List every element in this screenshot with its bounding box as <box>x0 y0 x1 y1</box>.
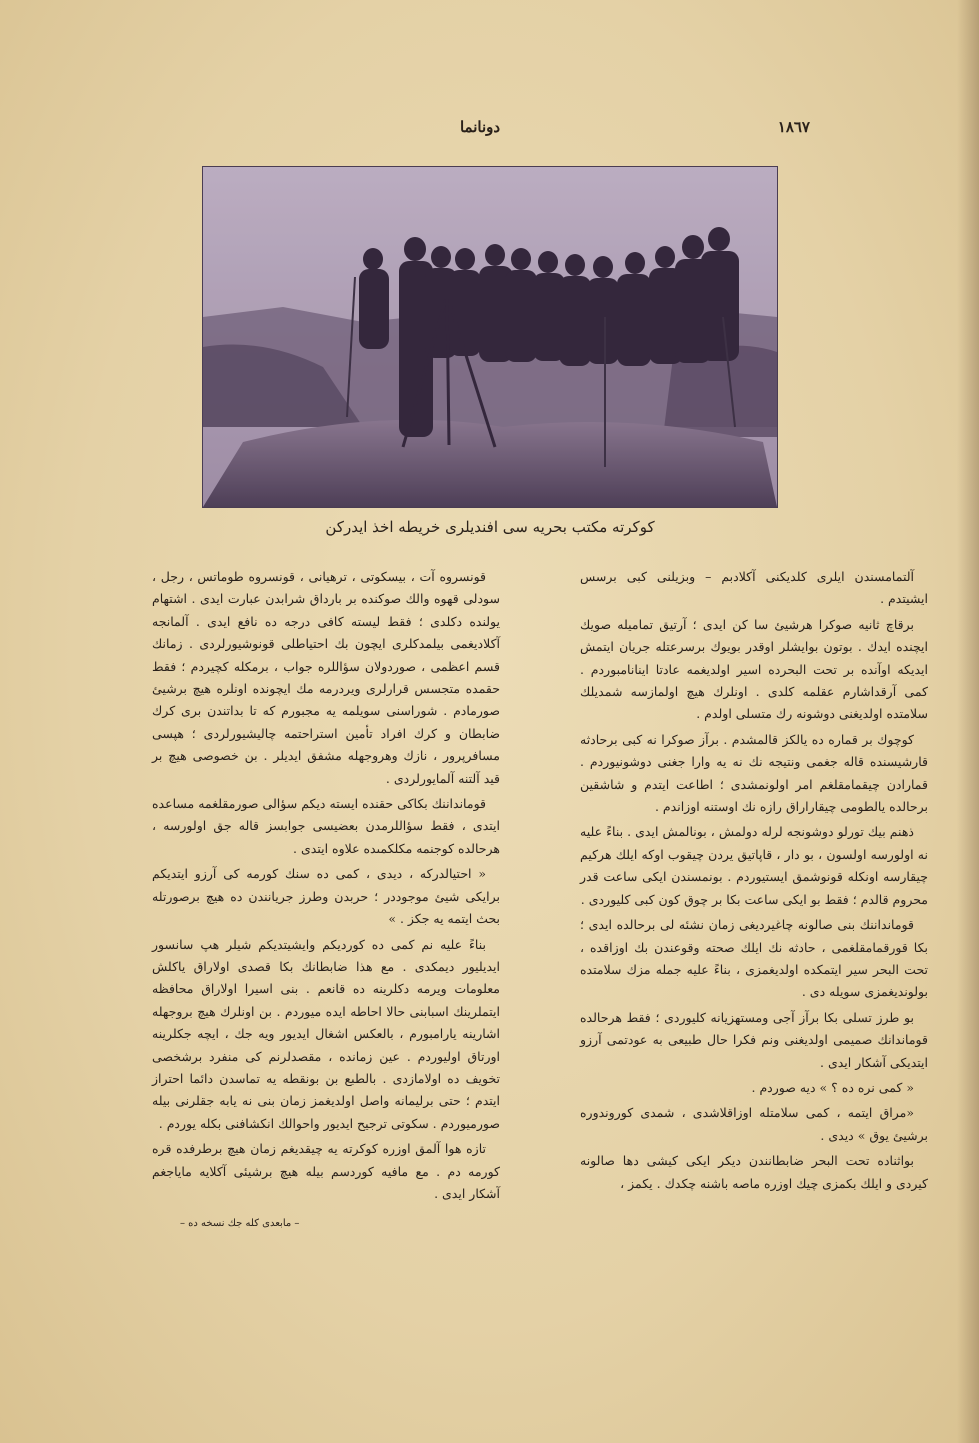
paragraph: بو طرز تسلى بكا برآز آجى ومستهزيانه كليوردى ؛ فقط هرحالده قوماندانك صميمى اولديغنى ونم فكرا حال طبيعى به عودتمى آرزو ايتديكى آشكار ايدى . <box>580 1009 928 1070</box>
paragraph: بواثناده تحت البحر ضابطانندن ديكر ايكى كيشى دها صالونه كيردى و ايلك بكمزى چيك اوزره ماصه باشنه چكدك . يكمز ، <box>580 1153 928 1191</box>
article-column-right <box>580 566 928 1198</box>
group-photograph <box>202 166 778 508</box>
paragraph: بناءً عليه نم كمى ده كورديكم وايشيتديكم شيلر هپ سانسور ايديليور ديمكدى . مع هذا ضابطانك بكا قصدى اولاراق ياكلش معلومات ويرمه دكلرينه ده قانعم . بنى اسيرا اولاراق محافظه ايتملرينك اسبابنى حالا احاطه ايده ميوردم . بن اونلرك هيچ بروجهله اشارينه يارامبورم ، بالعكس اشغال ايديور ويه جك ، ايچه جكلرينه اورتاق اوليوردم . عين زمانده ، مقصدلرنم كى منفرد برشخصى تخويف ده اولامازدى . بالطبع بن بونقطه يه تماسدن دائما احتراز ايتدم ؛ حتى برليمانه واصل اولديغمز زمان بنى نه يابه جقلرنى بيله صورميوردم . سكوتى ترجيح ايديور واحوالك انكشافنى بكله يوردم . <box>152 936 500 1131</box>
photo-caption: كوكرته مكتب بحريه سى افنديلرى خريطه اخذ ايدركن <box>325 518 655 536</box>
paragraph: ذهنم بيك تورلو دوشونجه لرله دولمش ، بونالمش ايدى . بناءً عليه نه اولورسه اولسون ، بو دار ، قاپاتيق يردن چيقوب اوكه ايلك هركيم چيقارسه اونكله قونوشمق ايستيوردم . بونمسندن ايكى ساعت قدر محروم قالدم ؛ فقط بو ايكى ساعت بكا بر چوق كون كبى كليوردى . <box>580 824 928 907</box>
photo-tint <box>203 167 777 507</box>
paragraph: كوچوك بر قماره ده يالكز قالمشدم . برآز صوكرا نه كبى برحادثه قارشيسنده قاله جغمى ونتيجه نك نه يه وارا جغنى دوشونيوردم . قمارادن چيقمامقلغم امر اولونمشدى ؛ اطاعت ايتدم و شاشقين برحالده يالطومى چيقاراراق رازه نك اوستنه اوزاندم . <box>580 731 928 815</box>
page-number: ١٨٦٧ <box>777 118 810 136</box>
page-edge-shadow <box>957 0 979 1443</box>
photo-illustration <box>203 167 777 507</box>
paragraph: تازه هوا آلمق اوزره كوكرته يه چيقديغم زمان هيچ برطرفده قره كورمه دم . مع مافيه كوردسم بيله هيچ برشيئى آكلايه ماياجغم آشكار ايدى . <box>152 1141 500 1201</box>
article-column-left <box>152 566 500 1236</box>
paragraph: قومانداننك بنى صالونه چاغيرديغى زمان نشئه لى برحالده ايدى ؛ بكا قورقمامقلغمى ، حادثه نك ايلك صحته وقوعندن بك اوزاقده ، تحت البحر سير ايتمكده اولديغمزى ، بناءً عليه جمله مزك سلامتده بولونديغمزى سويله دى . <box>580 917 928 1000</box>
paragraph: قونسروه آت ، بيسكوتى ، ترهيانى ، قونسروه طوماتس ، رجل ، سودلى قهوه والك صوكنده بر بارداق شرابدن عبارت ايدى . اشتهام يولنده دكلدى ؛ فقط ليسته كافى درجه ده نافع ايدى . آلمانجه آكلاديغمى بيلمدكلرى ايچون بك احتياطلى قونوشيورلردى . زمانك قسم اعظمى ، صوردولان سؤاللره جواب ، برمكله كچيردم ؛ فقط حقمده متجسس قرارلرى ويردرمه مك ايچونده اونلره هيچ برشيئ صورمادم . شوراسنى سويلمه يه مجبورم كه تا بداتندن برى كرك ضابطان و كرك افراد تأمين استراحتمه چاليشيورلردى ؛ هپسى مسافرپرور ، نازك وهروجهله مشفق ايديلر . بن خصوصى هيچ بر قيد آلتنه آلمايورلردى . <box>152 569 500 786</box>
paragraph: آلتمامسندن ايلرى كلديكنى آكلادبم – وبزيلنى كبى برسس ايشيتدم . <box>580 569 928 607</box>
paragraph: برقاچ ثانيه صوكرا هرشيئ سا كن ايدى ؛ آرتيق تماميله صويك ايچنده ايدك . بوتون بوايشلر اوقدر بويوك برسرعتله جريان ايتمش ايديكه اوآنده بر تحت البحرده اسير اولديغمه عادتا اينانامبوردم . كمى آرقداشارم عقلمه كلدى . اونلرك هيچ اولمازسه شمديلك سلامتده اولديغنى دوشونه رك متسلى اولدم . <box>580 616 928 722</box>
paragraph: « كمى نره ده ؟ » ديه صوردم . <box>751 1079 914 1095</box>
paragraph: قومانداننك بكاكى حقنده ايسته ديكم سؤالى صورمقلغمه مساعده ايتدى ، فقط سؤاللرمدن بعضيسى جوابسز قاله جق اولورسه ، هرحالده كوجنمه مكلكمىده علاوه ايتدى . <box>152 796 500 856</box>
paragraph: «مراق ايتمه ، كمى سلامتله اوزاقلاشدى ، شمدى كوروندوره برشيئ يوق » ديدى . <box>580 1105 928 1143</box>
page-header <box>150 118 810 148</box>
paragraph: « احتيالدركه ، ديدى ، كمى ده سنك كورمه كى آرزو ايتديكم برايكى شيئ موجوددر ؛ حربدن وطرز جريانندن ده هيچ برصورتله بحث ايتمه يه جكز . » <box>152 866 500 927</box>
running-title: دونانما <box>459 118 501 136</box>
continuation-note: – مابعدى كله جك نسخه ده – <box>180 1218 300 1230</box>
